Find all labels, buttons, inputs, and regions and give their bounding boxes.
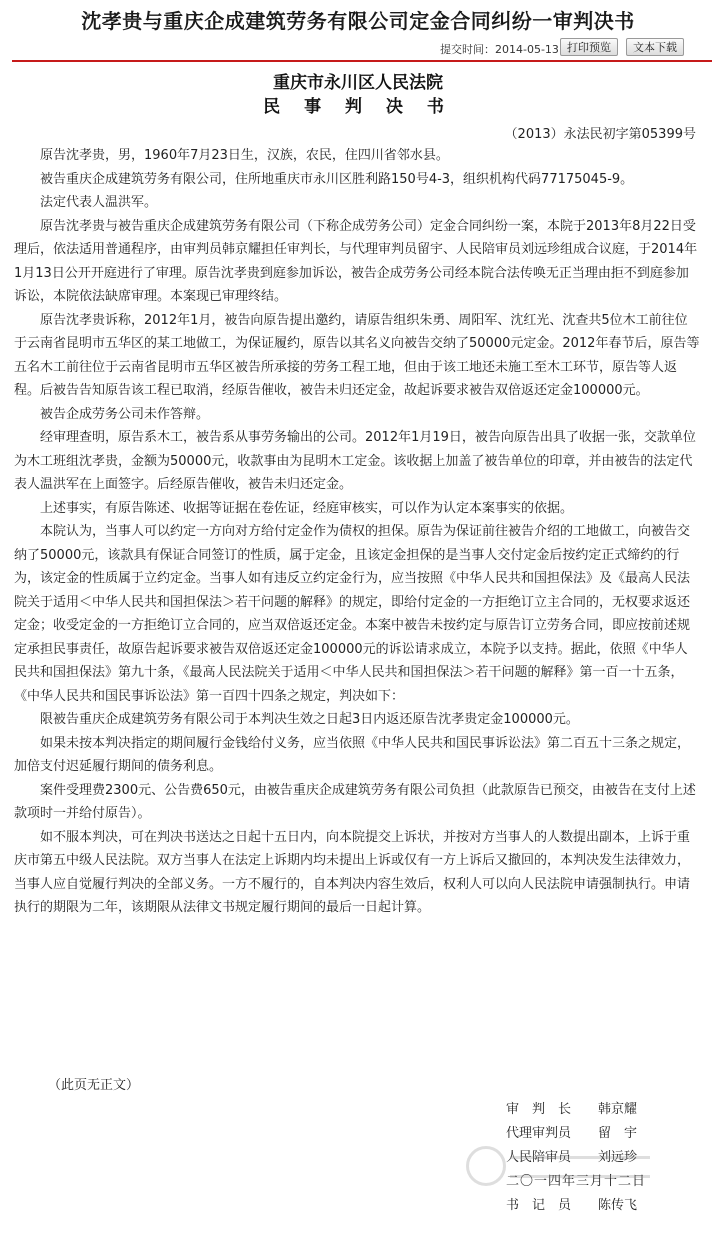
submit-time bbox=[440, 41, 559, 57]
paragraph-case-intro: 原告沈孝贵与被告重庆企成建筑劳务有限公司（下称企成劳务公司）定金合同纠纷一案，本院于2013年8月22日受理后，依法适用普通程序，由审判员韩京耀担任审判长，与代理审判员留宇、人民陪审员刘远珍组成合议庭，于2014年1月13日公开开庭进行了审理。原告沈孝贵到庭参加诉讼，被告企成劳务公司经本院合法传唤无正当理由拒不到庭参加诉讼，本院依法缺席审理。本案现已审理终结。 bbox=[14, 218, 698, 304]
submit-date: 2014-05-13 bbox=[495, 43, 559, 56]
judgment-body bbox=[14, 144, 700, 920]
signature-name: 留 宇 bbox=[598, 1126, 638, 1141]
signature-role: 代理审判员 bbox=[506, 1126, 572, 1141]
case-number: （2013）永法民初字第05399号 bbox=[504, 127, 696, 142]
signature-row bbox=[506, 1146, 706, 1170]
court-name: 重庆市永川区人民法院 bbox=[273, 73, 443, 93]
page-header bbox=[0, 0, 716, 38]
signature-role: 审 判 长 bbox=[506, 1102, 572, 1117]
paragraph-fees: 案件受理费2300元、公告费650元，由被告重庆企成建筑劳务有限公司负担（此款原告已预交，由被告在支付上述款项时一并给付原告）。 bbox=[14, 782, 696, 821]
document-type: 民 事 判 决 书 bbox=[263, 97, 453, 117]
paragraph-plaintiff-claim: 原告沈孝贵诉称，2012年1月，被告向原告提出邀约，请原告组织朱勇、周阳军、沈红光、沈查共5位木工前往位于云南省昆明市五华区的某工地做工，为保证履约，原告以其名义向被告交纳了50000元定金。2012年春节后，原告等五名木工前往位于云南省昆明市五华区被告所承接的劳务工程工地，但由于该工地还未施工至木工环节，原告等人返程。后被告告知原告该工程已取消，经原告催收，被告未归还定金，故起诉要求被告双倍返还定金100000元。 bbox=[14, 312, 700, 398]
paragraph-delay-interest: 如果未按本判决指定的期间履行金钱给付义务，应当依照《中华人民共和国民事诉讼法》第二百五十三条之规定，加倍支付迟延履行期间的债务利息。 bbox=[14, 735, 691, 774]
judgment-date: 二〇一四年三月十二日 bbox=[506, 1174, 647, 1189]
paragraph-appeal: 如不服本判决，可在判决书送达之日起十五日内，向本院提交上诉状，并按对方当事人的人数提出副本，上诉于重庆市第五中级人民法院。双方当事人在法定上诉期内均未提出上诉或仅有一方上诉后又撤回的，本判决发生法律效力，当事人应自觉履行判决的全部义务。一方不履行的，自本判决内容生效后，权利人可以向人民法院申请强制执行。申请执行的期限为二年，该期限从法律文书规定履行期间的最后一日起计算。 bbox=[14, 829, 691, 915]
clerk-row bbox=[506, 1194, 706, 1218]
text-download-button[interactable]: 文本下载 bbox=[626, 38, 684, 56]
signature-name: 刘远珍 bbox=[598, 1150, 638, 1165]
page-title: 沈孝贵与重庆企成建筑劳务有限公司定金合同纠纷一审判决书 bbox=[81, 9, 635, 33]
signature-role: 人民陪审员 bbox=[506, 1150, 572, 1165]
paragraph-ruling: 限被告重庆企成建筑劳务有限公司于本判决生效之日起3日内返还原告沈孝贵定金100000元。 bbox=[40, 712, 579, 727]
signature-block bbox=[506, 1098, 706, 1218]
paragraph-court-opinion: 本院认为，当事人可以约定一方向对方给付定金作为债权的担保。原告为保证前往被告介绍的工地做工，向被告交纳了50000元，该款具有保证合同签订的性质，属于定金，且该定金担保的是当事人交付定金后按约定正式缔约的行为，该定金的性质属于立约定金。当事人如有违反立约定金行为，应当按照《中华人民共和国担保法》及《最高人民法院关于适用＜中华人民共和国担保法＞若干问题的解释》的规定，即给付定金的一方拒绝订立主合同的，无权要求返还定金；收受定金的一方拒绝订立合同的，应当双倍返还定金。本案中被告未按约定与原告订立劳务合同，即应按前述规定承担民事责任，故原告起诉要求被告双倍返还定金100000元的诉讼请求成立，本院予以支持。据此，依照《中华人民共和国担保法》第九十条，《最高人民法院关于适用＜中华人民共和国担保法＞若干问题的解释》第一百一十五条，《中华人民共和国民事诉讼法》第一百四十四条之规定，判决如下： bbox=[14, 524, 691, 704]
clerk-role: 书 记 员 bbox=[506, 1198, 572, 1213]
paragraph-findings: 经审理查明，原告系木工，被告系从事劳务输出的公司。2012年1月19日，被告向原告出具了收据一张，交款单位为木工班组沈孝贵，金额为50000元，收款事由为昆明木工定金。该收据上加盖了被告单位的印章，并由被告的法定代表人温洪军在上面签字。后经原告催收，被告未归还定金。 bbox=[14, 430, 696, 492]
print-preview-button[interactable]: 打印预览 bbox=[560, 38, 618, 56]
paragraph-evidence: 上述事实，有原告陈述、收据等证据在卷佐证，经庭审核实，可以作为认定本案事实的依据。 bbox=[40, 500, 574, 516]
submit-label: 提交时间： bbox=[440, 43, 495, 56]
header-divider bbox=[12, 60, 712, 62]
watermark-logo-icon bbox=[466, 1146, 506, 1186]
signature-row bbox=[506, 1098, 706, 1122]
paragraph-no-defense: 被告企成劳务公司未作答辩。 bbox=[40, 406, 210, 422]
paragraph-defendant: 被告重庆企成建筑劳务有限公司，住所地重庆市永川区胜利路150号4-3，组织机构代码77175045-9。 bbox=[40, 171, 634, 187]
paragraph-legal-rep: 法定代表人温洪军。 bbox=[40, 195, 158, 210]
clerk-name: 陈传飞 bbox=[598, 1198, 638, 1213]
submit-toolbar bbox=[0, 38, 716, 60]
paragraph-plaintiff: 原告沈孝贵，男，1960年7月23日生，汉族，农民，住四川省邻水县。 bbox=[40, 148, 449, 163]
judgment-date-row bbox=[506, 1170, 706, 1194]
signature-name: 韩京耀 bbox=[598, 1102, 638, 1117]
no-text-note: （此页无正文） bbox=[48, 1078, 140, 1093]
signature-row bbox=[506, 1122, 706, 1146]
